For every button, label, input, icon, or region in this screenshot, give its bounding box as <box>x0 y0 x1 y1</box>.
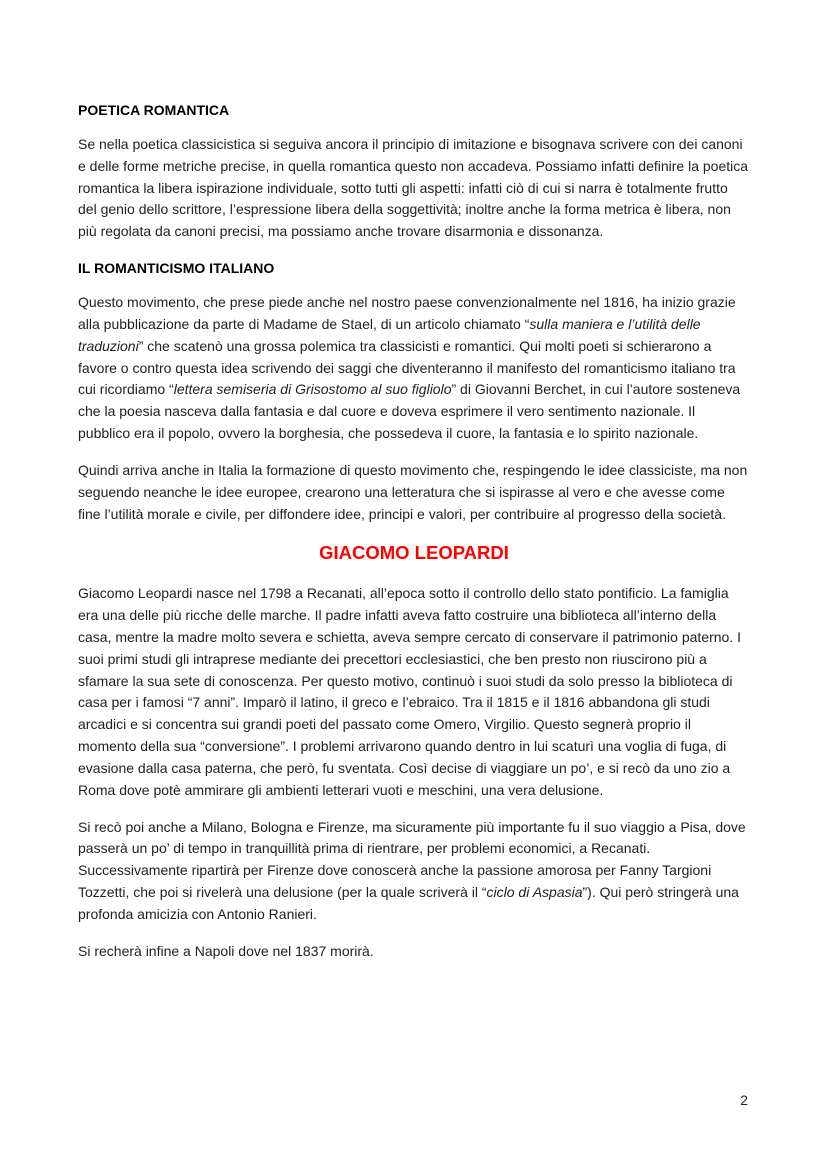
paragraph-romanticismo-1: Questo movimento, che prese piede anche nel nostro paese convenzionalmente nel 1816, ha inizio grazie alla pubblicazione da parte di Madame de Stael, di un articolo chiamato “sulla maniera e l’utilità delle traduzioni” che scatenò una grossa polemica tra classicisti e romantici. Qui molti poeti si schierarono a favore o contro questa idea scrivendo dei saggi che diventeranno il manifesto del romanticismo italiano tra cui ricordiamo “lettera semiseria di Grisostomo al suo figliolo” di Giovanni Berchet, in cui l’autore sosteneva che la poesia nasceva dalla fantasia e dal cuore e doveva esprimere il vero sentimento nazionale. Il pubblico era il popolo, ovvero la borghesia, che possedeva il cuore, la fantasia e lo spirito nazionale. <box>78 294 741 442</box>
section-heading-poetica-romantica: POETICA ROMANTICA <box>78 102 230 118</box>
paragraph-romanticismo-2: Quindi arriva anche in Italia la formazione di questo movimento che, respingendo le idee classiciste, ma non seguendo neanche le idee europee, crearono una letteratura che si ispirasse al vero e che avesse come fine l’utilità morale e civile, per diffondere idee, principi e valori, per contribuire al progresso della società. <box>78 461 748 522</box>
page-number: 2 <box>740 1092 748 1108</box>
paragraph-poetica-1: Se nella poetica classicistica si seguiva ancora il principio di imitazione e bisognava scrivere con dei canoni e delle forme metriche precise, in quella romantica questo non accadeva. Possiamo infatti definire la poetica romantica la libera ispirazione individuale, sotto tutti gli aspetti: infatti ciò di cui si narra è totalmente frutto del genio dello scrittore, l’espressione libera della soggettività; inoltre anche la forma metrica è libera, non più regolata da canoni precisi, ma possiamo anche trovare disarmonia e dissonanza. <box>78 136 749 240</box>
section-heading-romanticismo-italiano: IL ROMANTICISMO ITALIANO <box>78 260 275 277</box>
paragraph-leopardi-1: Giacomo Leopardi nasce nel 1798 a Recanati, all’epoca sotto il controllo dello stato pontificio. La famiglia era una delle più ricche delle marche. Il padre infatti aveva fatto costruire una biblioteca all’interno della casa, mentre la madre molto severa e schietta, aveva sempre cercato di conservare il patrimonio paterno. I suoi primi studi gli intraprese mediante dei precettori ecclesiastici, che ben presto non riuscirono più a sfamare la sua sete di conoscenza. Per questo motivo, continuò i suoi studi da solo presso la biblioteca di casa per i famosi “7 anni”. Imparò il latino, il greco e l’ebraico. Tra il 1815 e il 1816 abbandona gli studi arcadici e si concentra sui grandi poeti del passato come Omero, Virgilio. Questo segnerà proprio il momento della sua “conversione”. I problemi arrivarono quando dentro in lui scaturì una voglia di fuga, di evasione dalla casa paterna, che però, fu sventata. Così decise di viaggiare un po’, e si recò da uno zio a Roma dove potè ammirare gli ambienti letterari vuoti e meschini, una vera delusione. <box>78 585 741 798</box>
paragraph-leopardi-2: Si recò poi anche a Milano, Bologna e Firenze, ma sicuramente più importante fu il suo viaggio a Pisa, dove passerà un po’ di tempo in tranquillità prima di rientrare, per problemi economici, a Recanati. Successivamente ripartirà per Firenze dove conoscerà anche la passione amorosa per Fanny Targioni Tozzetti, che poi si rivelerà una delusione (per la quale scriverà il “ciclo di Aspasia”). Qui però stringerà una profonda amicizia con Antonio Ranieri. <box>78 818 746 922</box>
paragraph-leopardi-3: Si recherà infine a Napoli dove nel 1837 morirà. <box>78 942 374 959</box>
section-heading-giacomo-leopardi: GIACOMO LEOPARDI <box>319 542 509 564</box>
